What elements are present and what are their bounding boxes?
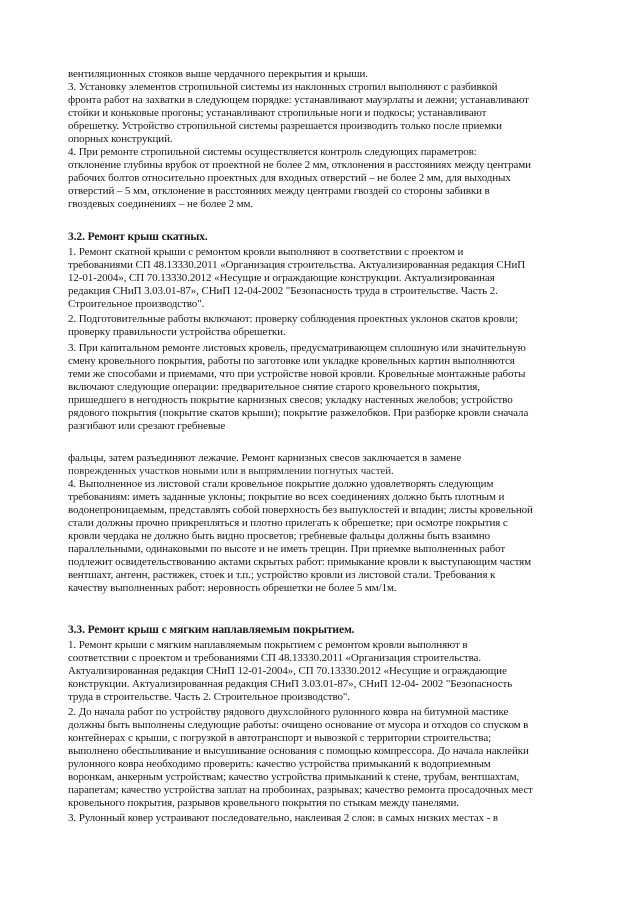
text-line: соответствии с проектом и требованиями СП 48.13330.2011 «Организация строительства. bbox=[68, 652, 481, 664]
text-line: рулонного ковра необходимо проверить: качество устройства примыканий к водоприемным bbox=[68, 758, 491, 770]
text-line: теми же способами и приемами, что при устройстве новой кровли. Кровельные монтажные работы bbox=[68, 368, 526, 380]
text-line: 12-01-2004», СП 70.13330.2012 «Несущие и ограждающие конструкции. Актуализированная bbox=[68, 272, 495, 284]
text-line: требованиям: иметь заданные уклоны; покрытие во всех соединениях должно быть плотным и bbox=[68, 491, 505, 503]
text-line: 3. Установку элементов стропильной системы из наклонных стропил выполняют с разбивкой bbox=[68, 81, 498, 93]
text-line: Актуализированная редакция СНиП 12-01-2004», СП 70.13330.2012 «Несущие и ограждающие bbox=[68, 665, 507, 677]
text-line: кровельного покрытия, разрывов кровельного покрытия по стыкам между панелями. bbox=[68, 797, 459, 809]
text-line: 3. Рулонный ковер устраивают последовательно, наклеивая 2 слоя: в самых низких местах - в bbox=[68, 812, 498, 824]
text-line: 4. Выполненное из листовой стали кровельное покрытие должно удовлетворять следующим bbox=[68, 478, 494, 490]
text-line: обрешетку. Устройство стропильной системы разрешается производить только после приемки bbox=[68, 120, 502, 132]
text-line: качеству выполненных работ: неровность обрешетки не более 5 мм/1м. bbox=[68, 582, 397, 594]
text-line: опорных конструкций. bbox=[68, 133, 173, 145]
text-line: Строительное производство". bbox=[68, 298, 205, 310]
text-line: 3. При капитальном ремонте листовых кровель, предусматривающем сплошную или значительную bbox=[68, 342, 526, 354]
text-line: фронта работ на захватки в следующем порядке: устанавливают мауэрлаты и лежни; устанавливают bbox=[68, 94, 529, 106]
text-line: конструкции. Актуализированная редакция СНиП 3.03.01-87», СНиП 12-04- 2002 "Безопасность bbox=[68, 678, 513, 690]
text-line: вентиляционных стояков выше чердачного перекрытия и крыши. bbox=[68, 68, 368, 80]
text-line: фальцы, затем разъединяют лежачие. Ремонт карнизных свесов заключается в замене bbox=[68, 452, 462, 464]
text-line: водонепроницаемым, представлять собой поверхность без выпуклостей и впадин; листы кровельной bbox=[68, 504, 533, 516]
text-line: 2. Подготовительные работы включают: проверку соблюдения проектных уклонов скатов кровли; bbox=[68, 313, 518, 325]
text-line: отверстий – 5 мм, отклонение в расстояниях между центрами гвоздей со стороны забивки в bbox=[68, 185, 490, 197]
text-line: вентшахт, антенн, растяжек, стоек и т.п.; устройство кровли из листовой стали. Требования к bbox=[68, 569, 496, 581]
text-line: стали должны прочно прикрепляться и плотно прилегать к обрешетке; при осмотре покрытия с bbox=[68, 517, 508, 529]
text-line: парапетам; качество устройства заплат на пробоинах, разрывах; качество ремонта просадочных мест bbox=[68, 784, 533, 796]
text-line: смену кровельного покрытия, работы по заготовке или укладке кровельных картин выполняются bbox=[68, 355, 515, 367]
text-line: отклонение глубины врубок от проектной не более 2 мм, отклонения в расстояниях между центрами bbox=[68, 159, 531, 171]
text-line: требованиями СП 48.13330.2011 «Организация строительства. Актуализированная редакция СНиП bbox=[68, 259, 526, 271]
text-line: труда в строительстве. Часть 2. Строительное производство". bbox=[68, 691, 350, 703]
text-line: включают следующие операции: предварительное снятие старого кровельного покрытия, bbox=[68, 381, 480, 393]
text-line: рядового покрытия (покрытие скатов крыши); покрытие разжелобков. При разборке кровли сначала bbox=[68, 407, 529, 419]
text-line: контейнерах с крыши, с погрузкой в автотранспорт и вывозкой с территории строительства; bbox=[68, 732, 492, 744]
text-line: редакция СНиП 3.03.01-87», СНиП 12-04-2002 "Безопасность труда в строительстве. Часть 2. bbox=[68, 285, 498, 297]
text-line: параллельными, одинаковыми по высоте и не иметь трещин. При приемке выполненных работ bbox=[68, 543, 506, 555]
text-line: проверку правильности устройства обрешетки. bbox=[68, 326, 286, 338]
text-line: 2. До начала работ по устройству рядового двухслойного рулонного ковра на битумной мастике bbox=[68, 706, 509, 718]
section-heading-3-3: 3.3. Ремонт крыш с мягким наплавляемым покрытием. bbox=[68, 624, 355, 636]
text-line: разгибают или срезают гребневые bbox=[68, 420, 226, 432]
text-line: гвоздевых соединениях – не более 2 мм. bbox=[68, 198, 254, 210]
section-heading-3-2: 3.2. Ремонт крыш скатных. bbox=[68, 231, 208, 243]
text-line: выполнено обеспыливание и высушивание основания с помощью компрессора. До начала наклейки bbox=[68, 745, 529, 757]
text-line: должны быть выполнены следующие работы: очищено основание от мусора и отходов со спуском в bbox=[68, 719, 529, 731]
text-line: 4. При ремонте стропильной системы осуществляется контроль следующих параметров: bbox=[68, 146, 477, 158]
text-line: стойки и коньковые прогоны; устанавливают стропильные ноги и подкосы; устанавливают bbox=[68, 107, 487, 119]
text-line: кровли чердака не должно быть видно просветов; гребневые фальцы должны быть взаимно bbox=[68, 530, 490, 542]
text-line: воронкам, анкерным устройствам; качество устройства примыканий к стене, трубам, вентшахтам, bbox=[68, 771, 520, 783]
text-line: пришедшего в негодность покрытие карнизных свесов; укладку настенных желобов; устройство bbox=[68, 394, 513, 406]
text-line: 1. Ремонт скатной крыши с ремонтом кровли выполняют в соответствии с проектом и bbox=[68, 246, 464, 258]
text-line: подлежит освидетельствованию актами скрытых работ: примыкание кровли к выступающим частям bbox=[68, 556, 531, 568]
text-line: поврежденных участков новыми или в выпрямлении погнутых частей. bbox=[68, 465, 394, 477]
text-line: рабочих болтов относительно проектных для входных отверстий – не более 2 мм, для выходных bbox=[68, 172, 511, 184]
text-line: 1. Ремонт крыши с мягким наплавляемым покрытием с ремонтом кровли выполняют в bbox=[68, 639, 468, 651]
